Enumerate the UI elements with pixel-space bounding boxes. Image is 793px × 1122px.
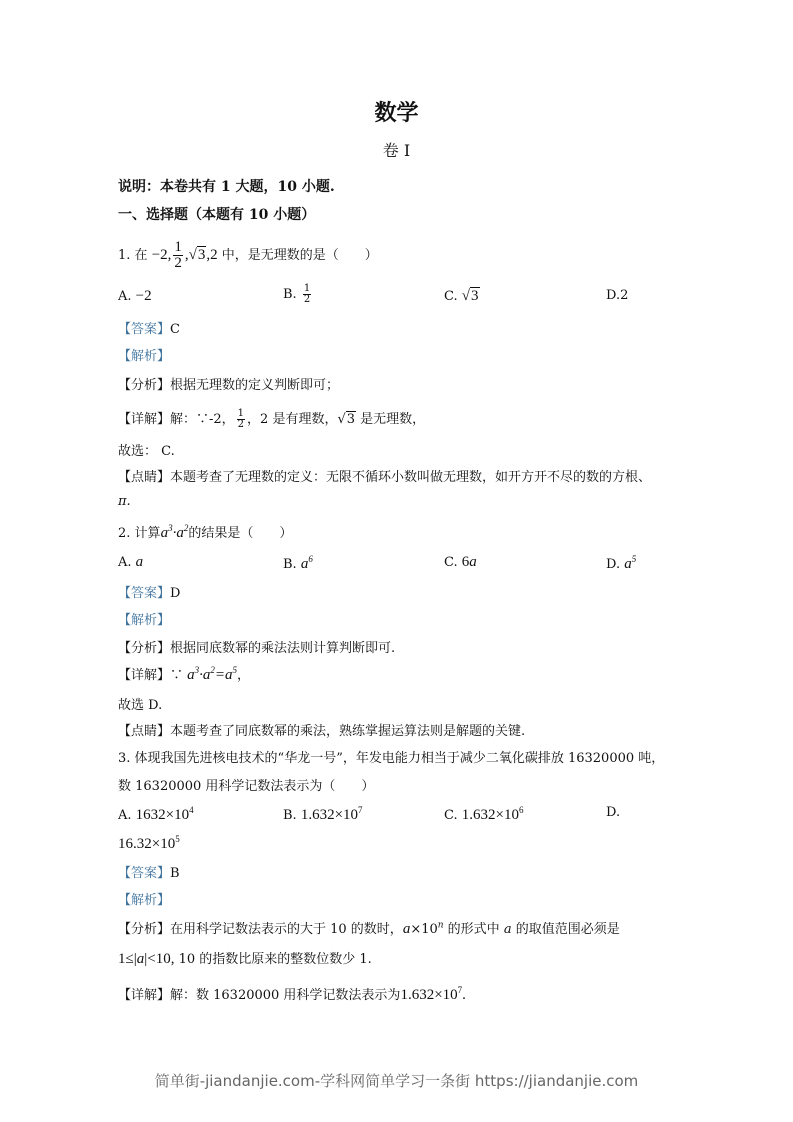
question-1-option-b[interactable]: B. $\frac{1}{2}$: [283, 283, 311, 305]
question-3-option-b[interactable]: B. $1.632\times 10^7$: [283, 805, 363, 823]
question-3-option-c[interactable]: C. $1.632\times 10^6$: [444, 805, 524, 823]
question-3-option-d-value: $16.32\times 10^5$: [118, 834, 180, 852]
question-2-conclusion: 故选 D.: [118, 698, 163, 713]
question-3-option-d[interactable]: D.: [606, 805, 621, 820]
stem-prefix: 在: [134, 247, 148, 263]
question-2-option-a[interactable]: A. a: [118, 554, 144, 570]
question-2-option-d[interactable]: D. $a^5$: [606, 554, 637, 572]
question-2-option-c[interactable]: C. 6a: [444, 554, 477, 570]
question-3-option-a[interactable]: A. $1632\times 10^4$: [118, 805, 194, 823]
question-1-fenxi: 【分析】根据无理数的定义判断即可；: [118, 378, 340, 393]
footer-watermark: 简单街-jiandanjie.com-学科网简单学习一条街 https://jiandanjie.com: [154, 1072, 639, 1090]
question-3-stem-line1: 3. 体现我国先进核电技术的“华龙一号”，年发电能力相当于减少二氧化碳排放 16320000 吨，: [118, 751, 665, 766]
question-1-option-d[interactable]: D.2: [606, 288, 629, 303]
question-2-comment: 【点睛】本题考查了同底数幂的乘法，熟练掌握运算法则是解题的关键.: [118, 724, 526, 739]
question-1-answer: 【答案】C: [118, 322, 180, 337]
page-title: 数学: [374, 100, 419, 126]
question-1-conclusion: 故选： C.: [118, 444, 175, 459]
question-number: 1.: [118, 247, 131, 263]
question-3-stem-line2: 数 16320000 用科学记数法表示为（ ）: [118, 779, 375, 794]
question-2-fenxi: 【分析】根据同底数幂的乘法法则计算判断即可.: [118, 641, 396, 656]
question-2-answer: 【答案】D: [118, 586, 181, 601]
question-3-fenxi: 【分析】在用科学记数法表示的大于 10 的数时，$a\times 10^n$ 的形式中 a 的取值范围必须是: [118, 920, 620, 937]
instructions-note: 说明：本卷共有 1 大题，10 小题.: [118, 179, 335, 195]
question-2-detail: 【详解】∵ $a^3\cdot a^2=a^5$，: [118, 665, 251, 683]
question-2-analysis-label: 【解析】: [118, 613, 171, 628]
question-1-comment-line2: π.: [118, 494, 131, 509]
question-1-comment: 【点睛】本题考查了无理数的定义：无限不循环小数叫做无理数，如开方开不尽的数的方根、: [118, 470, 652, 485]
question-1-option-c[interactable]: C. √3: [444, 288, 479, 304]
section-heading: 一、选择题（本题有 10 小题）: [118, 207, 316, 223]
question-2-stem: 2. 计算$a^3\cdot a^2$的结果是（ ）: [118, 523, 293, 541]
stem-suffix: 中，是无理数的是（ ）: [221, 247, 378, 263]
question-3-fenxi-line2: 1≤|a|<10, 10 的指数比原来的整数位数少 1.: [118, 951, 372, 967]
question-3-answer: 【答案】B: [118, 866, 180, 881]
stem-math: −2, $\frac{1}{2}$ ,√3,2: [151, 239, 218, 271]
question-1-option-a[interactable]: A. −2: [118, 288, 152, 304]
question-3-analysis-label: 【解析】: [118, 893, 171, 908]
question-1-detail: 【详解】解：∵-2， $\frac{1}{2}$ ，2 是有理数，√3 是无理数，: [118, 408, 426, 430]
question-1-analysis-label: 【解析】: [118, 349, 171, 364]
question-1-stem: [118, 240, 378, 271]
question-2-option-b[interactable]: B. $a^6$: [283, 554, 313, 572]
page-subtitle: 卷 I: [382, 141, 411, 160]
question-3-detail: 【详解】解：数 16320000 用科学记数法表示为$1.632\times 10^7$.: [118, 985, 466, 1003]
